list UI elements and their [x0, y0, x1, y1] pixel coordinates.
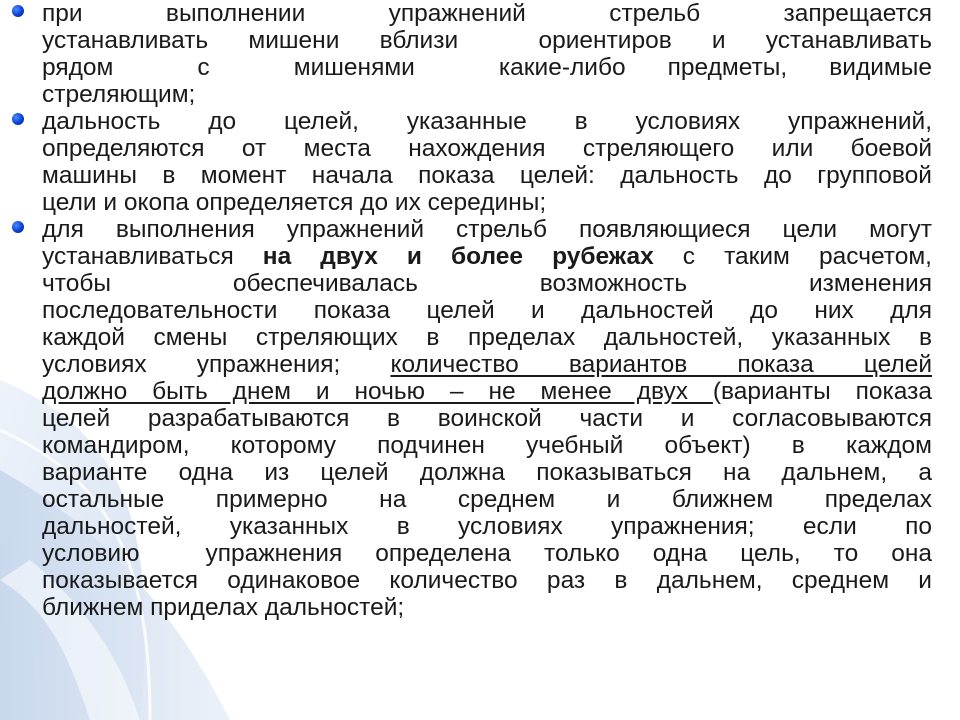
- text-segment: (варианты показа: [712, 378, 932, 405]
- text-segment: машины в момент начала показа целей: дальность до групповой: [42, 162, 932, 189]
- text-segment: последовательности показа целей и дальностей до них для: [42, 297, 932, 324]
- bullet-dot-icon: [12, 113, 24, 125]
- text-segment: дальностей, указанных в условиях упражнения; если по: [42, 513, 932, 540]
- text-segment: целей разрабатываются в воинской части и согласовываются: [42, 405, 932, 432]
- text-segment: стреляющим;: [42, 81, 196, 108]
- text-line: [42, 324, 932, 351]
- text-segment: с таким расчетом,: [653, 243, 932, 270]
- text-line: [42, 351, 932, 378]
- text-line: [42, 27, 932, 54]
- text-segment: устанавливаться: [42, 243, 263, 270]
- underlined-text: количество вариантов показа целей: [390, 351, 933, 378]
- text-line: [42, 135, 932, 162]
- text-line: [42, 567, 932, 594]
- text-line: [42, 594, 932, 621]
- text-line: [42, 297, 932, 324]
- bullet-dot-icon: [12, 5, 24, 17]
- text-line: [42, 405, 932, 432]
- text-segment: дальность до целей, указанные в условиях упражнений,: [42, 108, 932, 135]
- text-segment: ближнем приделах дальностей;: [42, 594, 405, 621]
- text-line: [42, 108, 932, 135]
- bold-text: на двух и более рубежах: [262, 243, 654, 270]
- text-segment: рядом с мишенями какие-либо предметы, видимые: [42, 54, 932, 81]
- text-segment: чтобы обеспечивалась возможность изменения: [42, 270, 932, 297]
- text-line: [42, 540, 932, 567]
- text-segment: показывается одинаковое количество раз в дальнем, среднем и: [42, 567, 932, 594]
- text-line: [42, 0, 932, 27]
- bullet-item: [12, 108, 932, 216]
- text-segment: для выполнения упражнений стрельб появляющиеся цели могут: [42, 216, 932, 243]
- text-line: [42, 216, 932, 243]
- text-line: [42, 513, 932, 540]
- text-segment: устанавливать мишени вблизи ориентиров и устанавливать: [42, 27, 932, 54]
- text-line: [42, 486, 932, 513]
- text-line: [42, 189, 932, 216]
- text-segment: варианте одна из целей должна показываться на дальнем, а: [42, 459, 932, 486]
- text-line: [42, 243, 932, 270]
- text-segment: каждой смены стреляющих в пределах дальностей, указанных в: [42, 324, 932, 351]
- text-line: [42, 270, 932, 297]
- text-segment: остальные примерно на среднем и ближнем пределах: [42, 486, 932, 513]
- text-segment: цели и окопа определяется до их середины;: [42, 189, 547, 216]
- text-segment: условиях упражнения;: [42, 351, 391, 378]
- underlined-text: должно быть днем и ночью – не менее двух: [42, 378, 713, 405]
- bullet-item: [12, 0, 932, 108]
- text-line: [42, 378, 932, 405]
- bullet-item: [12, 216, 932, 621]
- text-segment: определяются от места нахождения стреляющего или боевой: [42, 135, 932, 162]
- text-segment: командиром, которому подчинен учебный объект) в каждом: [42, 432, 932, 459]
- text-segment: условию упражнения определена только одна цель, то она: [42, 540, 932, 567]
- bullet-dot-icon: [12, 221, 24, 233]
- text-line: [42, 432, 932, 459]
- text-segment: при выполнении упражнений стрельб запрещается: [42, 0, 932, 27]
- text-line: [42, 54, 932, 81]
- text-line: [42, 162, 932, 189]
- bullet-list: [12, 0, 932, 621]
- text-line: [42, 81, 932, 108]
- text-line: [42, 459, 932, 486]
